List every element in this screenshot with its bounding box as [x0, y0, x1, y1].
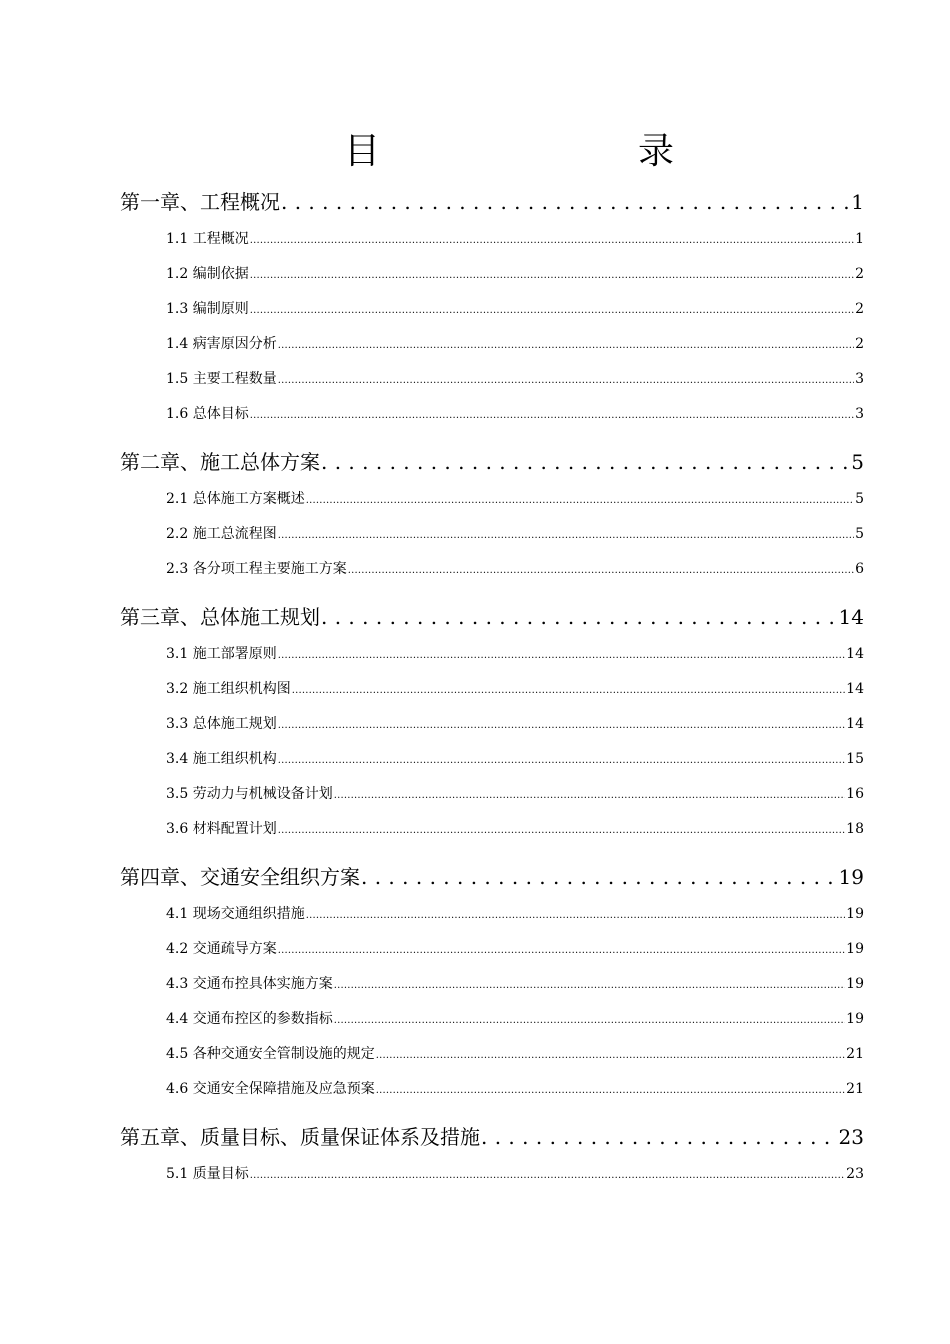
dot-leader: [278, 932, 845, 967]
toc-section-entry[interactable]: [120, 397, 864, 432]
toc-title: 目 录: [343, 131, 736, 172]
toc-section-entry[interactable]: [120, 1002, 864, 1037]
toc-entry-page-number: 14: [846, 716, 864, 732]
toc-section-entry[interactable]: [120, 327, 864, 362]
toc-entry-page-number: 23: [838, 1125, 864, 1149]
toc-entry-page-number: 2: [855, 336, 864, 352]
toc-entry-label: 第二章、施工总体方案: [120, 450, 320, 474]
dot-leader: [292, 672, 845, 707]
toc-entry-page-number: 19: [846, 906, 864, 922]
toc-entry-page-number: 2: [855, 301, 864, 317]
toc-section-entry[interactable]: [120, 707, 864, 742]
toc-entry-page-number: 5: [855, 491, 864, 507]
toc-entry-label: 3.3 总体施工规划: [166, 716, 277, 732]
dot-leader: [278, 742, 845, 777]
dot-leader: [306, 897, 845, 932]
toc-entry-label: 3.4 施工组织机构: [166, 751, 277, 767]
dot-leader: [278, 637, 845, 672]
toc-entry-label: 3.2 施工组织机构图: [166, 681, 291, 697]
toc-entry-page-number: 23: [846, 1166, 864, 1182]
toc-list: [120, 182, 864, 1192]
toc-entry-label: 1.2 编制依据: [166, 266, 249, 282]
toc-section-entry[interactable]: [120, 637, 864, 672]
toc-entry-label: 第一章、工程概况: [120, 190, 280, 214]
dot-leader: [361, 857, 838, 897]
toc-section-entry[interactable]: [120, 672, 864, 707]
dot-leader: [321, 442, 850, 482]
toc-entry-label: 4.4 交通布控区的参数指标: [166, 1011, 333, 1027]
dot-leader: [481, 1117, 838, 1157]
toc-section-entry[interactable]: [120, 257, 864, 292]
toc-entry-label: 1.5 主要工程数量: [166, 371, 277, 387]
toc-entry-page-number: 6: [855, 561, 864, 577]
toc-chapter-entry[interactable]: [120, 597, 864, 637]
toc-entry-page-number: 19: [846, 1011, 864, 1027]
toc-section-entry[interactable]: [120, 742, 864, 777]
toc-entry-label: 4.3 交通布控具体实施方案: [166, 976, 333, 992]
dot-leader: [250, 292, 854, 327]
toc-section-entry[interactable]: [120, 517, 864, 552]
toc-entry-label: 4.2 交通疏导方案: [166, 941, 277, 957]
toc-entry-page-number: 16: [846, 786, 864, 802]
dot-leader: [250, 397, 854, 432]
toc-section-entry[interactable]: [120, 292, 864, 327]
toc-entry-page-number: 1: [851, 190, 864, 214]
toc-section-entry[interactable]: [120, 1072, 864, 1107]
toc-entry-page-number: 21: [846, 1046, 864, 1062]
toc-entry-page-number: 21: [846, 1081, 864, 1097]
toc-section-entry[interactable]: [120, 552, 864, 587]
dot-leader: [278, 362, 854, 397]
toc-section-entry[interactable]: [120, 222, 864, 257]
toc-section-entry[interactable]: [120, 932, 864, 967]
toc-chapter-entry[interactable]: [120, 857, 864, 897]
dot-leader: [376, 1072, 845, 1107]
toc-chapter-entry[interactable]: [120, 1117, 864, 1157]
toc-entry-page-number: 15: [846, 751, 864, 767]
toc-entry-page-number: 18: [846, 821, 864, 837]
toc-entry-page-number: 3: [855, 371, 864, 387]
dot-leader: [250, 222, 854, 257]
dot-leader: [334, 967, 845, 1002]
toc-section-entry[interactable]: [120, 482, 864, 517]
toc-entry-page-number: 19: [838, 865, 864, 889]
dot-leader: [250, 257, 854, 292]
toc-entry-label: 1.1 工程概况: [166, 231, 249, 247]
dot-leader: [250, 1157, 845, 1192]
toc-entry-page-number: 14: [846, 681, 864, 697]
toc-section-entry[interactable]: [120, 1037, 864, 1072]
dot-leader: [278, 327, 854, 362]
toc-entry-label: 1.3 编制原则: [166, 301, 249, 317]
toc-entry-label: 第四章、交通安全组织方案: [120, 865, 360, 889]
toc-section-entry[interactable]: [120, 777, 864, 812]
toc-entry-label: 4.5 各种交通安全管制设施的规定: [166, 1046, 375, 1062]
toc-entry-page-number: 14: [838, 605, 864, 629]
toc-section-entry[interactable]: [120, 897, 864, 932]
toc-entry-label: 5.1 质量目标: [166, 1166, 249, 1182]
toc-entry-label: 第五章、质量目标、质量保证体系及措施: [120, 1125, 480, 1149]
toc-chapter-entry[interactable]: [120, 442, 864, 482]
toc-entry-page-number: 5: [851, 450, 864, 474]
dot-leader: [278, 517, 854, 552]
toc-entry-label: 3.1 施工部署原则: [166, 646, 277, 662]
toc-entry-page-number: 5: [855, 526, 864, 542]
toc-entry-page-number: 1: [855, 231, 864, 247]
toc-section-entry[interactable]: [120, 967, 864, 1002]
dot-leader: [321, 597, 838, 637]
dot-leader: [348, 552, 854, 587]
toc-entry-page-number: 19: [846, 941, 864, 957]
toc-entry-label: 2.1 总体施工方案概述: [166, 491, 305, 507]
toc-chapter-entry[interactable]: [120, 182, 864, 222]
toc-entry-label: 4.6 交通安全保障措施及应急预案: [166, 1081, 375, 1097]
toc-section-entry[interactable]: [120, 1157, 864, 1192]
toc-entry-page-number: 2: [855, 266, 864, 282]
toc-entry-label: 1.6 总体目标: [166, 406, 249, 422]
toc-entry-label: 3.6 材料配置计划: [166, 821, 277, 837]
toc-section-entry[interactable]: [120, 362, 864, 397]
dot-leader: [306, 482, 854, 517]
toc-entry-label: 1.4 病害原因分析: [166, 336, 277, 352]
dot-leader: [334, 777, 845, 812]
dot-leader: [278, 812, 845, 847]
toc-entry-page-number: 19: [846, 976, 864, 992]
toc-section-entry[interactable]: [120, 812, 864, 847]
dot-leader: [376, 1037, 845, 1072]
toc-entry-label: 第三章、总体施工规划: [120, 605, 320, 629]
toc-entry-label: 3.5 劳动力与机械设备计划: [166, 786, 333, 802]
toc-entry-page-number: 3: [855, 406, 864, 422]
toc-entry-label: 2.3 各分项工程主要施工方案: [166, 561, 347, 577]
dot-leader: [334, 1002, 845, 1037]
dot-leader: [281, 182, 850, 222]
dot-leader: [278, 707, 845, 742]
toc-entry-label: 4.1 现场交通组织措施: [166, 906, 305, 922]
toc-entry-page-number: 14: [846, 646, 864, 662]
toc-entry-label: 2.2 施工总流程图: [166, 526, 277, 542]
